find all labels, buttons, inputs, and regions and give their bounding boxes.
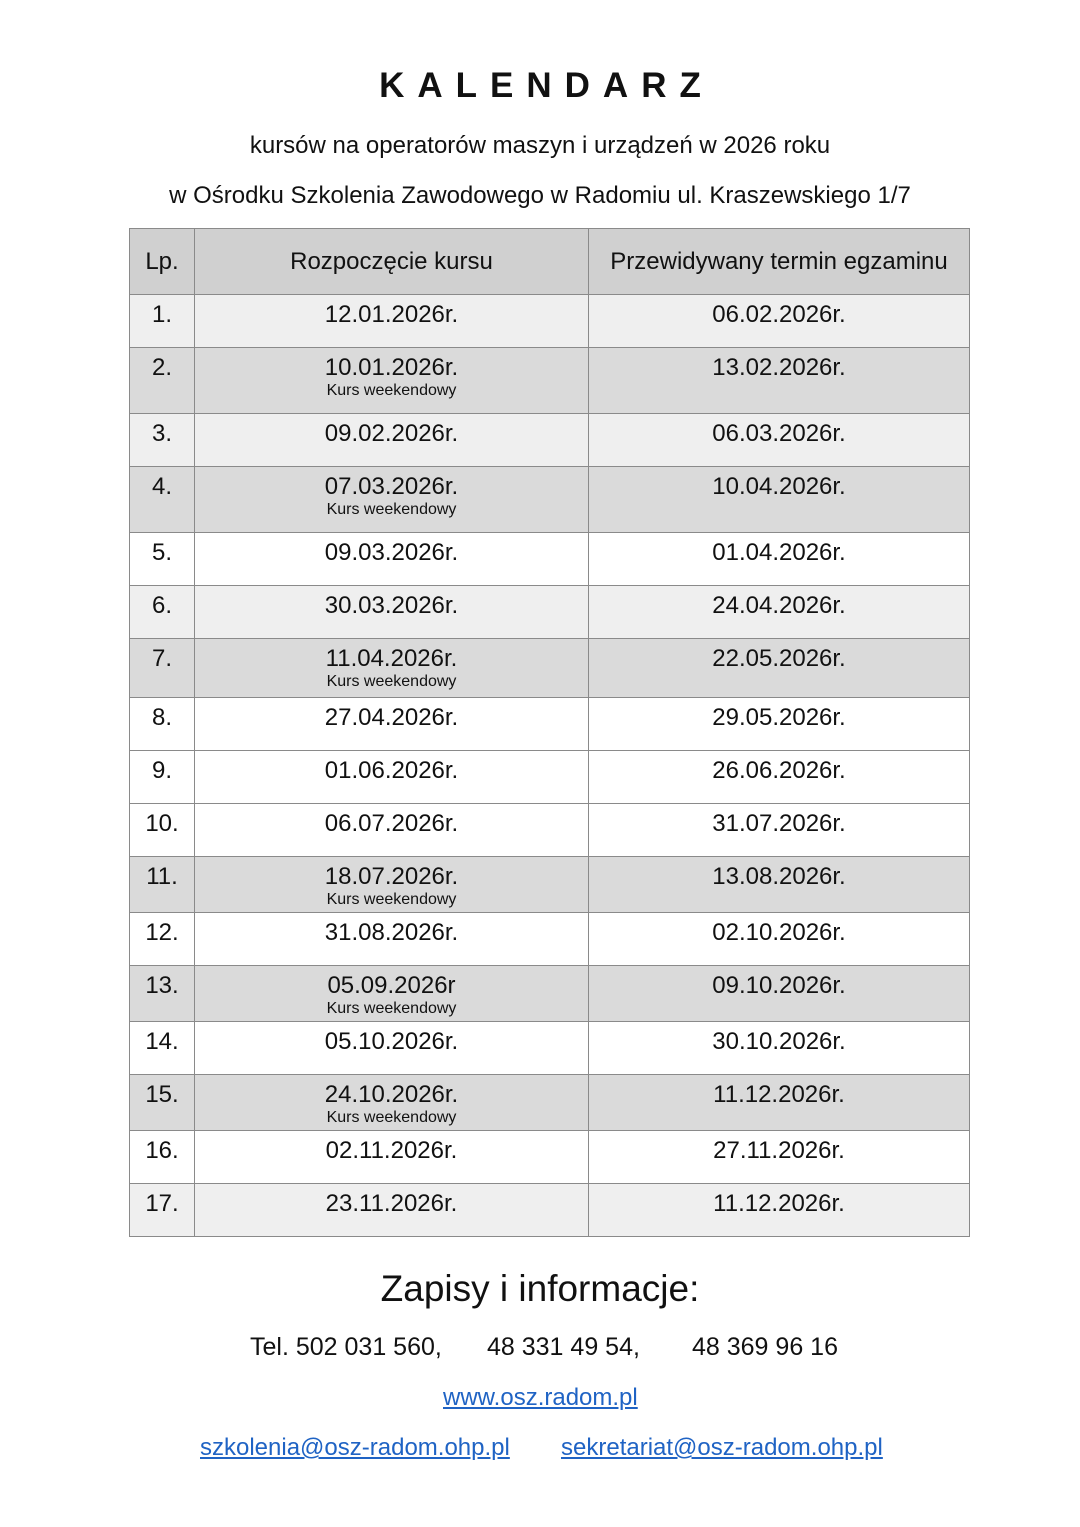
weekend-course-note: Kurs weekendowy [326, 1109, 457, 1126]
table-row [130, 414, 970, 467]
exam-date: 11.12.2026r. [589, 1075, 970, 1131]
phone-number-1: Tel. 502 031 560, [250, 1333, 442, 1361]
row-number: 15. [130, 1075, 195, 1131]
weekend-course-note: Kurs weekendowy [326, 673, 457, 690]
row-number: 13. [130, 966, 195, 1022]
table-row [130, 1131, 970, 1184]
course-start-date: 10.01.2026r. [324, 354, 459, 381]
course-start-date: 27.04.2026r. [195, 698, 589, 751]
course-start-date: 09.02.2026r. [195, 414, 589, 467]
table-row [130, 804, 970, 857]
course-start-cell [195, 857, 589, 913]
row-number: 4. [130, 467, 195, 533]
table-row [130, 857, 970, 913]
row-number: 3. [130, 414, 195, 467]
table-row [130, 639, 970, 698]
row-number: 11. [130, 857, 195, 913]
row-number: 6. [130, 586, 195, 639]
course-start-date: 05.09.2026r [327, 972, 456, 999]
website-link[interactable]: www.osz.radom.pl [443, 1384, 638, 1411]
course-start-date: 06.07.2026r. [195, 804, 589, 857]
course-start-date: 24.10.2026r. [324, 1081, 459, 1108]
column-header-exam: Przewidywany termin egzaminu [589, 229, 970, 295]
course-start-cell [195, 639, 589, 698]
row-number: 9. [130, 751, 195, 804]
exam-date: 06.02.2026r. [589, 295, 970, 348]
course-start-cell [195, 966, 589, 1022]
table-header-row [130, 229, 970, 295]
exam-date: 01.04.2026r. [589, 533, 970, 586]
course-start-date: 07.03.2026r. [324, 473, 459, 500]
course-start-date: 01.06.2026r. [195, 751, 589, 804]
page-title: KALENDARZ [379, 66, 714, 105]
course-start-date: 11.04.2026r. [325, 645, 458, 672]
course-start-cell [195, 467, 589, 533]
phone-number-3: 48 369 96 16 [692, 1333, 838, 1361]
phone-number-2: 48 331 49 54, [487, 1333, 640, 1361]
course-start-cell [195, 348, 589, 414]
contact-heading: Zapisy i informacje: [380, 1268, 700, 1309]
exam-date: 27.11.2026r. [589, 1131, 970, 1184]
row-number: 10. [130, 804, 195, 857]
table-row [130, 586, 970, 639]
course-start-date: 18.07.2026r. [324, 863, 459, 890]
exam-date: 26.06.2026r. [589, 751, 970, 804]
row-number: 7. [130, 639, 195, 698]
subtitle-courses: kursów na operatorów maszyn i urządzeń w 2026 roku [249, 132, 831, 159]
course-start-date: 23.11.2026r. [195, 1184, 589, 1237]
email-link-szkolenia[interactable]: szkolenia@osz-radom.ohp.pl [200, 1434, 510, 1461]
course-start-date: 02.11.2026r. [195, 1131, 589, 1184]
table-row [130, 913, 970, 966]
exam-date: 24.04.2026r. [589, 586, 970, 639]
exam-date: 02.10.2026r. [589, 913, 970, 966]
course-start-date: 12.01.2026r. [195, 295, 589, 348]
table-row [130, 533, 970, 586]
course-start-date: 05.10.2026r. [195, 1022, 589, 1075]
row-number: 2. [130, 348, 195, 414]
weekend-course-note: Kurs weekendowy [326, 1000, 457, 1017]
exam-date: 09.10.2026r. [589, 966, 970, 1022]
exam-date: 13.02.2026r. [589, 348, 970, 414]
table-row [130, 698, 970, 751]
table-row [130, 467, 970, 533]
table-row [130, 966, 970, 1022]
row-number: 17. [130, 1184, 195, 1237]
weekend-course-note: Kurs weekendowy [326, 891, 457, 908]
row-number: 12. [130, 913, 195, 966]
table-row [130, 1022, 970, 1075]
table-row [130, 1075, 970, 1131]
exam-date: 30.10.2026r. [589, 1022, 970, 1075]
table-row [130, 751, 970, 804]
exam-date: 10.04.2026r. [589, 467, 970, 533]
table-row [130, 295, 970, 348]
row-number: 14. [130, 1022, 195, 1075]
column-header-start: Rozpoczęcie kursu [195, 229, 589, 295]
email-link-sekretariat[interactable]: sekretariat@osz-radom.ohp.pl [561, 1434, 883, 1461]
exam-date: 22.05.2026r. [589, 639, 970, 698]
subtitle-location: w Ośrodku Szkolenia Zawodowego w Radomiu ul. Kraszewskiego 1/7 [169, 182, 911, 209]
exam-date: 31.07.2026r. [589, 804, 970, 857]
course-start-date: 09.03.2026r. [195, 533, 589, 586]
row-number: 16. [130, 1131, 195, 1184]
course-start-date: 31.08.2026r. [195, 913, 589, 966]
table-row [130, 348, 970, 414]
course-calendar-table [129, 228, 970, 1237]
column-header-lp: Lp. [130, 229, 195, 295]
row-number: 8. [130, 698, 195, 751]
row-number: 1. [130, 295, 195, 348]
course-start-date: 30.03.2026r. [195, 586, 589, 639]
course-start-cell [195, 1075, 589, 1131]
exam-date: 29.05.2026r. [589, 698, 970, 751]
exam-date: 13.08.2026r. [589, 857, 970, 913]
row-number: 5. [130, 533, 195, 586]
weekend-course-note: Kurs weekendowy [326, 501, 457, 518]
exam-date: 11.12.2026r. [589, 1184, 970, 1237]
weekend-course-note: Kurs weekendowy [326, 382, 457, 399]
exam-date: 06.03.2026r. [589, 414, 970, 467]
table-row [130, 1184, 970, 1237]
